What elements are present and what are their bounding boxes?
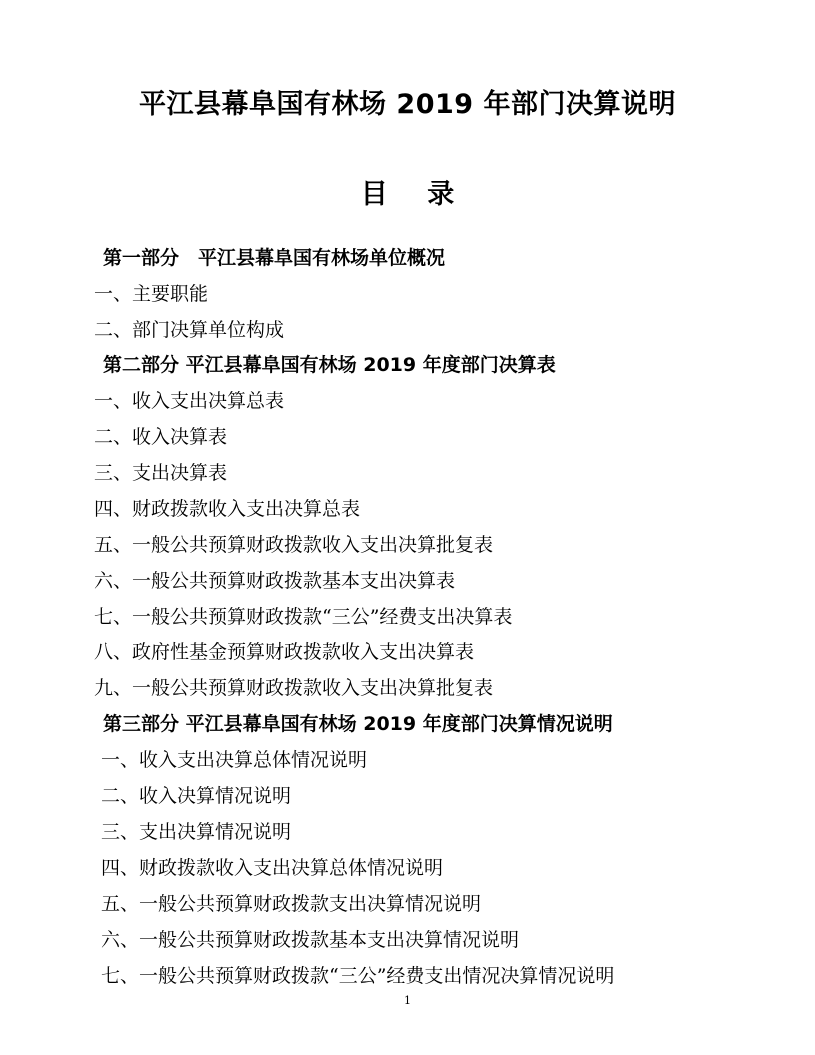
page-number: 1 bbox=[404, 994, 411, 1007]
toc-item: 五、一般公共预算财政拨款收入支出决算批复表 bbox=[94, 534, 494, 556]
toc-item: 二、收入决算表 bbox=[94, 426, 228, 448]
toc-part-3-heading: 第三部分 平江县幕阜国有林场 2019 年度部门决算情况说明 bbox=[103, 713, 613, 735]
toc-heading: 目 录 bbox=[360, 179, 455, 210]
toc-part-2-heading: 第二部分 平江县幕阜国有林场 2019 年度部门决算表 bbox=[103, 354, 556, 376]
toc-item: 七、一般公共预算财政拨款“三公”经费支出情况决算情况说明 bbox=[101, 965, 615, 987]
document-title: 平江县幕阜国有林场 2019 年部门决算说明 bbox=[139, 89, 676, 120]
toc-item: 一、收入支出决算总体情况说明 bbox=[101, 749, 368, 771]
toc-item: 七、一般公共预算财政拨款“三公”经费支出决算表 bbox=[94, 606, 513, 628]
toc-item: 九、一般公共预算财政拨款收入支出决算批复表 bbox=[94, 677, 494, 699]
toc-item: 二、收入决算情况说明 bbox=[101, 785, 292, 807]
toc-part-1-heading: 第一部分 平江县幕阜国有林场单位概况 bbox=[103, 247, 446, 269]
toc-item: 五、一般公共预算财政拨款支出决算情况说明 bbox=[101, 893, 482, 915]
toc-item: 三、支出决算表 bbox=[94, 462, 228, 484]
toc-item: 三、支出决算情况说明 bbox=[101, 821, 292, 843]
toc-item: 二、部门决算单位构成 bbox=[94, 319, 285, 341]
toc-item: 八、政府性基金预算财政拨款收入支出决算表 bbox=[94, 641, 475, 663]
toc-item: 四、财政拨款收入支出决算总表 bbox=[94, 498, 361, 520]
toc-item: 四、财政拨款收入支出决算总体情况说明 bbox=[101, 857, 444, 879]
toc-item: 六、一般公共预算财政拨款基本支出决算情况说明 bbox=[101, 929, 520, 951]
toc-item: 六、一般公共预算财政拨款基本支出决算表 bbox=[94, 570, 456, 592]
toc-item: 一、主要职能 bbox=[94, 283, 209, 305]
toc-item: 一、收入支出决算总表 bbox=[94, 390, 285, 412]
